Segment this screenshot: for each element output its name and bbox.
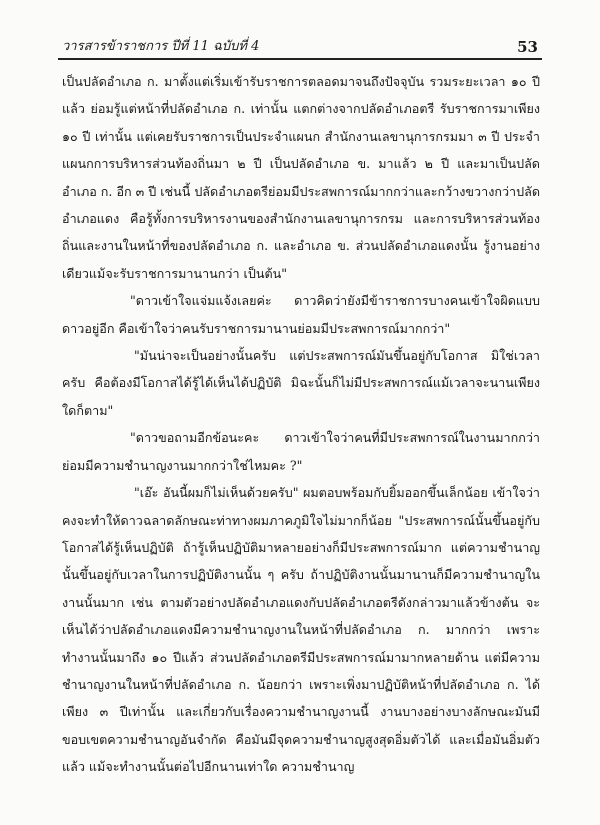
- paragraph-continuation: เป็นปลัดอำเภอ ก. มาตั้งแต่เริ่มเข้ารับราชการตลอดมาจนถึงปัจจุบัน รวมระยะเวลา ๑๐ ปีแล้ว ย่อมรู้แต่หน้าที่ปลัดอำเภอ ก. เท่านั้น แตกต่างจากปลัดอำเภอตรี รับราชการมาเพียง ๑๐ ปี เท่านั้น แต่เคยรับราชการเป็นประจำแผนก สำนักงานเลขานุการกรมมา ๓ ปี ประจำแผนกการบริหารส่วนท้องถิ่นมา ๒ ปี เป็นปลัดอำเภอ ข. มาแล้ว ๒ ปี และมาเป็นปลัดอำเภอ ก. อีก ๓ ปี เช่นนี้ ปลัดอำเภอตรีย่อมมีประสพการณ์มากกว่าและกว้างขวางกว่าปลัดอำเภอแดง คือรู้ทั้งการบริหารงานของสำนักงานเลขานุการกรม และการบริหารส่วนท้องถิ่นและงานในหน้าที่ของปลัดอำเภอ ก. และอำเภอ ข. ส่วนปลัดอำเภอแดงนั้น รู้งานอย่างเดียวแม้จะรับราชการมานานกว่า เป็นต้น": [62, 74, 540, 281]
- paragraph-dao-question-1: "ดาวเข้าใจแจ่มแจ้งเลยค่ะ ดาวคิดว่ายังมีข้าราชการบางคนเข้าใจผิดแบบดาวอยู่อีก คือเข้าใจว่าคนรับราชการมานานย่อมมีประสพการณ์มากกว่า": [62, 293, 540, 336]
- page-number: 53: [517, 38, 538, 56]
- paragraph-answer-2: "เอ๊ะ อันนี้ผมก็ไม่เห็นด้วยครับ" ผมตอบพร้อมกับยิ้มออกขึ้นเล็กน้อย เข้าใจว่าคงจะทำให้ดาวฉลาดลักษณะท่าทางผมภาคภูมิใจไม่มากก็น้อย "ประสพการณ์นั้นขึ้นอยู่กับโอกาสได้รู้เห็นปฏิบัติ ถ้ารู้เห็นปฏิบัติมาหลายอย่างก็มีประสพการณ์มาก แต่ความชำนาญนั้นขึ้นอยู่กับเวลาในการปฏิบัติงานนั้น ๆ ครับ ถ้าปฏิบัติงานนั้นมานานก็มีความชำนาญในงานนั้นมาก เช่น ตามตัวอย่างปลัดอำเภอแดงกับปลัดอำเภอตรีดังกล่าวมาแล้วข้างต้น จะเห็นได้ว่าปลัดอำเภอแดงมีความชำนาญงานในหน้าที่ปลัดอำเภอ ก. มากกว่า เพราะทำงานนั้นมาถึง ๑๐ ปีแล้ว ส่วนปลัดอำเภอตรีมีประสพการณ์มามากหลายด้าน แต่มีความชำนาญงานในหน้าที่ปลัดอำเภอ ก. น้อยกว่า เพราะเพิ่งมาปฏิบัติหน้าที่ปลัดอำเภอ ก. ได้เพียง ๓ ปีเท่านั้น และเกี่ยวกับเรื่องความชำนาญงานนี้ งานบางอย่างบางลักษณะมันมีขอบเขตความชำนาญอันจำกัด คือมันมีจุดความชำนาญสูงสุดอิ่มตัวได้ และเมื่อมันอิ่มตัวแล้ว แม้จะทำงานนั้นต่อไปอีกนานเท่าใด ความชำนาญ: [62, 485, 540, 775]
- body-text: [62, 68, 540, 781]
- paragraph-dao-question-2: "ดาวขอถามอีกข้อนะคะ ดาวเข้าใจว่าคนที่มีประสพการณ์ในงานมากกว่าย่อมมีความชำนาญงานมากกว่าใช่ไหมคะ ?": [62, 430, 540, 473]
- running-header: [62, 34, 538, 56]
- paragraph-answer-1: "มันน่าจะเป็นอย่างนั้นครับ แต่ประสพการณ์มันขึ้นอยู่กับโอกาส มิใช่เวลาครับ คือต้องมีโอกาสได้รู้ได้เห็นได้ปฏิบัติ มิฉะนั้นก็ไม่มีประสพการณ์แม้เวลาจะนานเพียงใดก็ตาม": [62, 348, 540, 418]
- header-rule: [58, 58, 542, 60]
- journal-title: วารสารข้าราชการ ปีที่ 11 ฉบับที่ 4: [62, 39, 260, 54]
